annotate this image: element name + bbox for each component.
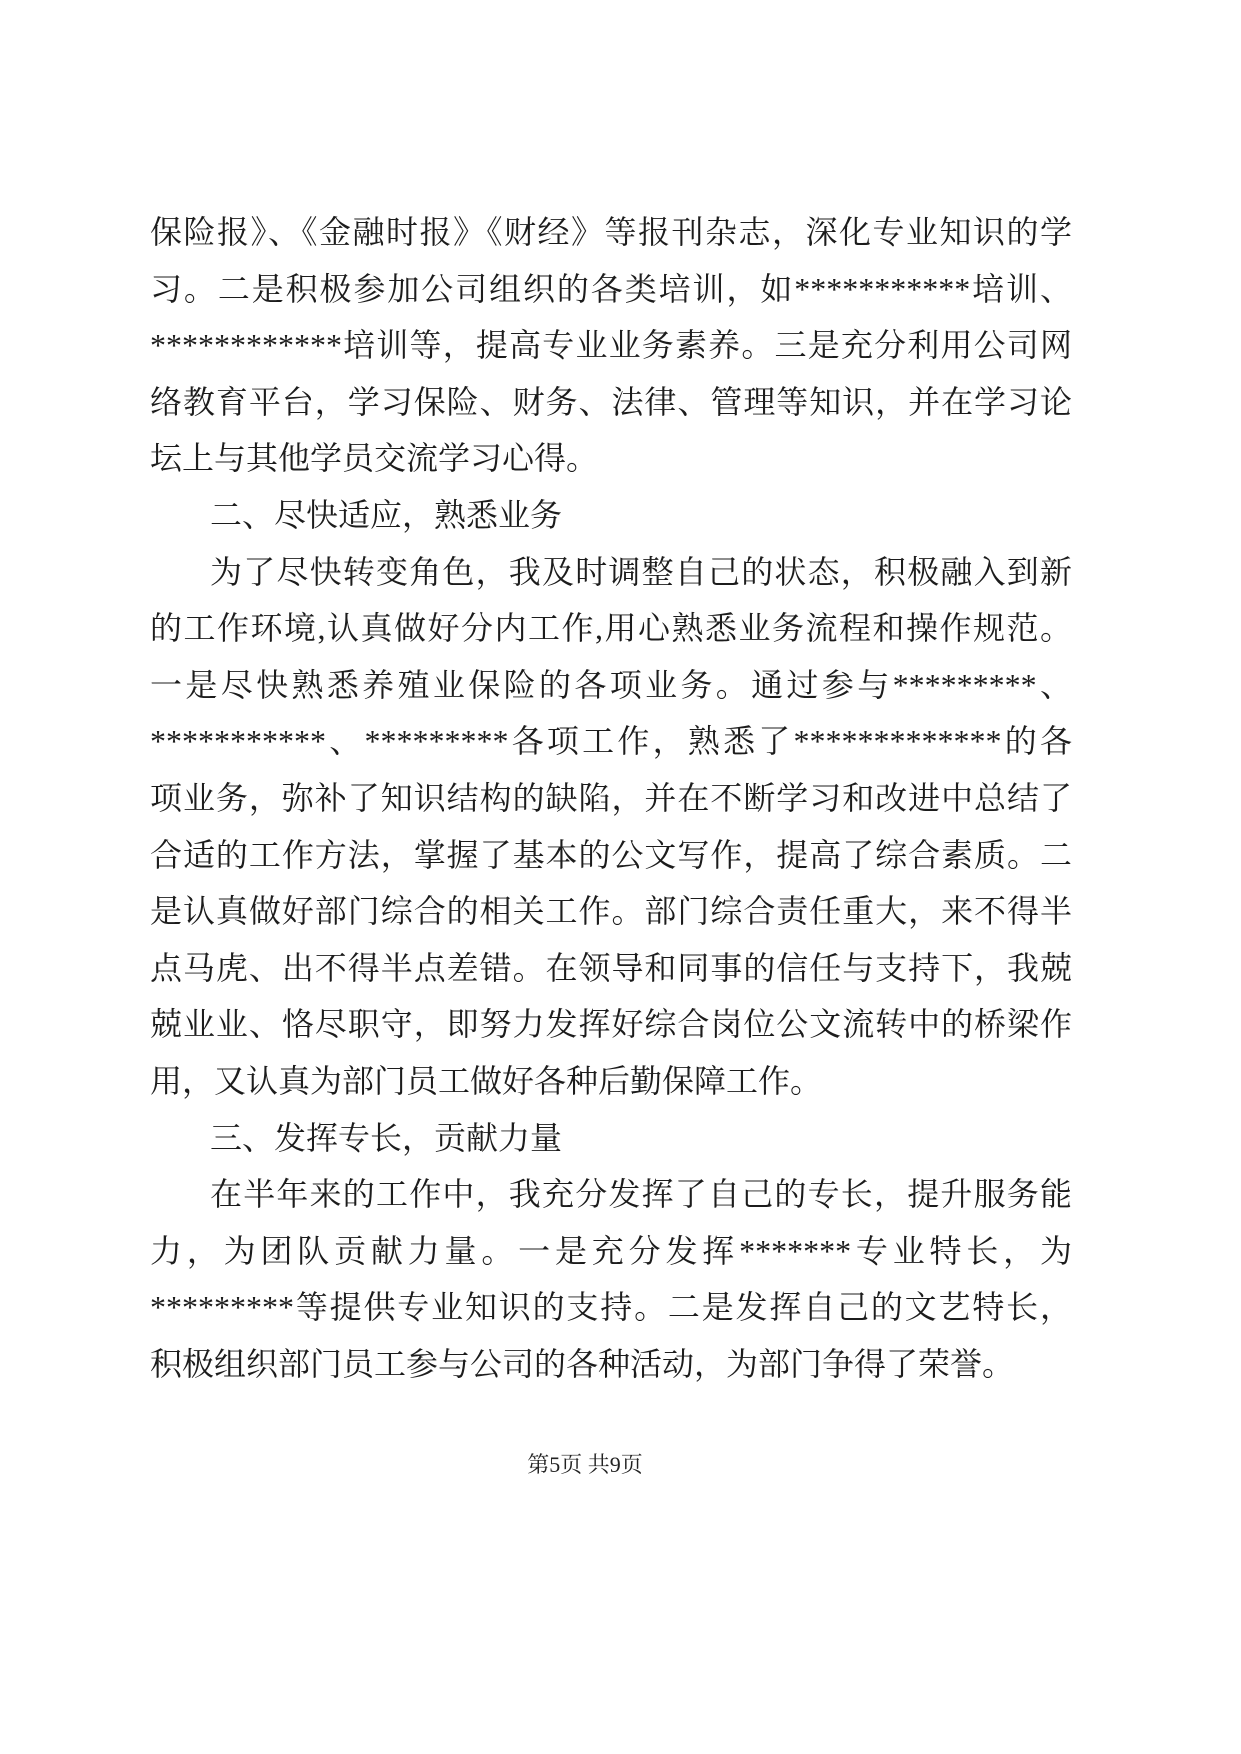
- paragraph-line: 力，为团队贡献力量。一是充分发挥*******专业特长，为: [150, 1232, 1072, 1269]
- paragraph-line: 积极组织部门员工参与公司的各种活动，为部门争得了荣誉。: [150, 1345, 1015, 1382]
- paragraph-line: 点马虎、出不得半点差错。在领导和同事的信任与支持下，我兢: [150, 949, 1072, 986]
- paragraph-line: 为了尽快转变角色，我及时调整自己的状态，积极融入到新: [210, 553, 1072, 590]
- paragraph-line: 一是尽快熟悉养殖业保险的各项业务。通过参与*********、: [150, 666, 1072, 703]
- section-heading: 二、尽快适应，熟悉业务: [210, 496, 563, 533]
- paragraph-line: 兢业业、恪尽职守，即努力发挥好综合岗位公文流转中的桥梁作: [150, 1006, 1072, 1043]
- paragraph-line: 用，又认真为部门员工做好各种后勤保障工作。: [150, 1062, 823, 1099]
- paragraph-line: 习。二是积极参加公司组织的各类培训，如***********培训、: [150, 270, 1072, 307]
- paragraph-line: 在半年来的工作中，我充分发挥了自己的专长，提升服务能: [210, 1176, 1072, 1213]
- paragraph-line: 合适的工作方法，掌握了基本的公文写作，提高了综合素质。二: [150, 836, 1072, 873]
- section-heading: 三、发挥专长，贡献力量: [210, 1119, 563, 1156]
- paragraph-line: *********等提供专业知识的支持。二是发挥自己的文艺特长，: [150, 1289, 1072, 1326]
- paragraph-line: 项业务，弥补了知识结构的缺陷，并在不断学习和改进中总结了: [150, 779, 1072, 816]
- paragraph-line: 络教育平台，学习保险、财务、法律、管理等知识，并在学习论: [150, 383, 1072, 420]
- paragraph-line: 保险报》、《金融时报》《财经》等报刊杂志，深化专业知识的学: [150, 214, 1072, 250]
- paragraph-line: ************培训等，提高专业业务素养。三是充分利用公司网: [150, 327, 1072, 364]
- document-body: [150, 204, 1072, 1392]
- paragraph-line: 坛上与其他学员交流学习心得。: [150, 440, 599, 477]
- paragraph-line: 是认真做好部门综合的相关工作。部门综合责任重大，来不得半: [150, 893, 1072, 930]
- page-number-footer: 第5页 共9页: [527, 1452, 643, 1477]
- paragraph-line: 的工作环境,认真做好分内工作,用心熟悉业务流程和操作规范。: [150, 610, 1072, 647]
- paragraph-line: ***********、*********各项工作，熟悉了*************的各: [150, 723, 1072, 760]
